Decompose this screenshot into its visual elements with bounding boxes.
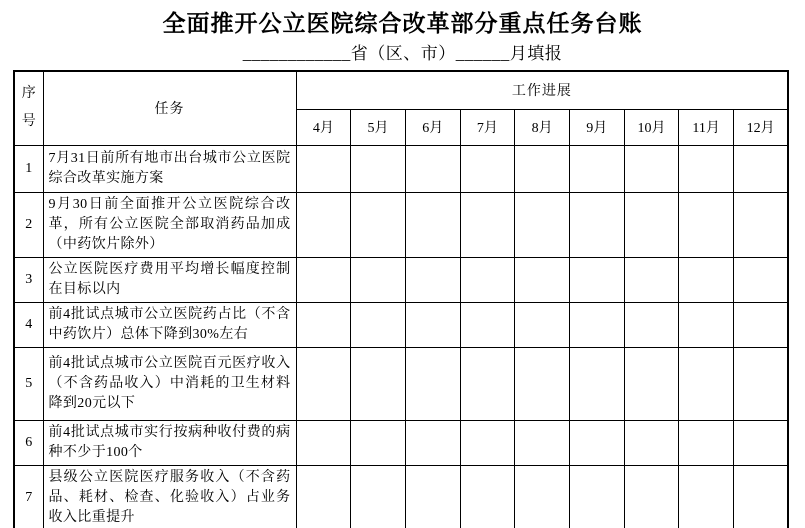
document-title: 全面推开公立医院综合改革部分重点任务台账 bbox=[162, 11, 643, 36]
progress-cell[interactable] bbox=[296, 257, 351, 302]
progress-cell[interactable] bbox=[351, 347, 406, 420]
progress-cell[interactable] bbox=[679, 465, 734, 528]
table-row bbox=[14, 145, 788, 192]
col-header-progress: 工作进展 bbox=[296, 71, 788, 109]
progress-cell[interactable] bbox=[734, 420, 789, 465]
progress-cell[interactable] bbox=[296, 302, 351, 347]
row-index: 1 bbox=[14, 145, 43, 192]
progress-cell[interactable] bbox=[734, 302, 789, 347]
progress-cell[interactable] bbox=[624, 192, 679, 257]
progress-cell[interactable] bbox=[515, 465, 570, 528]
progress-cell[interactable] bbox=[405, 145, 460, 192]
province-label: 省（区、市） bbox=[350, 44, 456, 63]
progress-cell[interactable] bbox=[460, 465, 515, 528]
progress-cell[interactable] bbox=[734, 465, 789, 528]
progress-cell[interactable] bbox=[460, 420, 515, 465]
col-header-index: 序号 bbox=[14, 71, 43, 145]
row-index: 4 bbox=[14, 302, 43, 347]
progress-cell[interactable] bbox=[351, 420, 406, 465]
progress-cell[interactable] bbox=[405, 420, 460, 465]
col-header-month-11: 11月 bbox=[679, 109, 734, 145]
progress-cell[interactable] bbox=[569, 257, 624, 302]
task-cell: 7月31日前所有地市出台城市公立医院综合改革实施方案 bbox=[43, 145, 296, 192]
table-row bbox=[14, 302, 788, 347]
task-cell: 前4批试点城市公立医院百元医疗收入（不含药品收入）中消耗的卫生材料降到20元以下 bbox=[43, 347, 296, 420]
row-index: 5 bbox=[14, 347, 43, 420]
row-index: 6 bbox=[14, 420, 43, 465]
progress-cell[interactable] bbox=[569, 302, 624, 347]
progress-cell[interactable] bbox=[351, 145, 406, 192]
row-index: 3 bbox=[14, 257, 43, 302]
task-cell: 前4批试点城市公立医院药占比（不含中药饮片）总体下降到30%左右 bbox=[43, 302, 296, 347]
task-ledger-table bbox=[13, 70, 789, 528]
progress-cell[interactable] bbox=[405, 347, 460, 420]
task-cell: 县级公立医院医疗服务收入（不含药品、耗材、检查、化验收入）占业务收入比重提升 bbox=[43, 465, 296, 528]
progress-cell[interactable] bbox=[515, 145, 570, 192]
progress-cell[interactable] bbox=[460, 257, 515, 302]
progress-cell[interactable] bbox=[351, 465, 406, 528]
progress-cell[interactable] bbox=[624, 465, 679, 528]
progress-cell[interactable] bbox=[460, 145, 515, 192]
row-index: 7 bbox=[14, 465, 43, 528]
col-header-month-7: 7月 bbox=[460, 109, 515, 145]
progress-cell[interactable] bbox=[569, 145, 624, 192]
progress-cell[interactable] bbox=[296, 465, 351, 528]
progress-cell[interactable] bbox=[296, 347, 351, 420]
document-page bbox=[0, 8, 805, 528]
progress-cell[interactable] bbox=[515, 302, 570, 347]
col-header-month-5: 5月 bbox=[351, 109, 406, 145]
progress-cell[interactable] bbox=[624, 347, 679, 420]
col-header-month-12: 12月 bbox=[734, 109, 789, 145]
progress-cell[interactable] bbox=[405, 465, 460, 528]
progress-cell[interactable] bbox=[679, 145, 734, 192]
progress-cell[interactable] bbox=[624, 257, 679, 302]
col-header-month-10: 10月 bbox=[624, 109, 679, 145]
province-blank-line[interactable]: ____________ bbox=[242, 44, 351, 63]
progress-cell[interactable] bbox=[734, 347, 789, 420]
progress-cell[interactable] bbox=[624, 420, 679, 465]
progress-cell[interactable] bbox=[515, 257, 570, 302]
progress-cell[interactable] bbox=[515, 420, 570, 465]
progress-cell[interactable] bbox=[296, 145, 351, 192]
col-header-month-8: 8月 bbox=[515, 109, 570, 145]
task-cell: 9月30日前全面推开公立医院综合改革，所有公立医院全部取消药品加成（中药饮片除外） bbox=[43, 192, 296, 257]
progress-cell[interactable] bbox=[679, 347, 734, 420]
progress-cell[interactable] bbox=[679, 257, 734, 302]
table-row bbox=[14, 465, 788, 528]
progress-cell[interactable] bbox=[460, 302, 515, 347]
progress-cell[interactable] bbox=[569, 192, 624, 257]
row-index: 2 bbox=[14, 192, 43, 257]
progress-cell[interactable] bbox=[296, 192, 351, 257]
progress-cell[interactable] bbox=[569, 465, 624, 528]
progress-cell[interactable] bbox=[351, 257, 406, 302]
col-header-month-6: 6月 bbox=[405, 109, 460, 145]
table-row bbox=[14, 420, 788, 465]
progress-cell[interactable] bbox=[405, 257, 460, 302]
table-row bbox=[14, 192, 788, 257]
task-cell: 公立医院医疗费用平均增长幅度控制在目标以内 bbox=[43, 257, 296, 302]
progress-cell[interactable] bbox=[624, 145, 679, 192]
progress-cell[interactable] bbox=[569, 420, 624, 465]
table-row bbox=[14, 257, 788, 302]
progress-cell[interactable] bbox=[405, 302, 460, 347]
col-header-month-4: 4月 bbox=[296, 109, 351, 145]
month-label: 月填报 bbox=[509, 44, 563, 63]
col-header-month-9: 9月 bbox=[569, 109, 624, 145]
table-row bbox=[14, 347, 788, 420]
header-row-top bbox=[14, 71, 788, 109]
progress-cell[interactable] bbox=[515, 347, 570, 420]
col-header-task: 任务 bbox=[43, 71, 296, 145]
progress-cell[interactable] bbox=[679, 192, 734, 257]
progress-cell[interactable] bbox=[515, 192, 570, 257]
progress-cell[interactable] bbox=[296, 420, 351, 465]
progress-cell[interactable] bbox=[569, 347, 624, 420]
progress-cell[interactable] bbox=[460, 192, 515, 257]
progress-cell[interactable] bbox=[679, 420, 734, 465]
progress-cell[interactable] bbox=[679, 302, 734, 347]
progress-cell[interactable] bbox=[351, 302, 406, 347]
month-blank-line[interactable]: ______ bbox=[455, 44, 510, 63]
progress-cell[interactable] bbox=[460, 347, 515, 420]
document-subtitle bbox=[0, 43, 805, 65]
task-cell: 前4批试点城市实行按病种收付费的病种不少于100个 bbox=[43, 420, 296, 465]
progress-cell[interactable] bbox=[405, 192, 460, 257]
progress-cell[interactable] bbox=[624, 302, 679, 347]
progress-cell[interactable] bbox=[734, 145, 789, 192]
progress-cell[interactable] bbox=[351, 192, 406, 257]
progress-cell[interactable] bbox=[734, 257, 789, 302]
progress-cell[interactable] bbox=[734, 192, 789, 257]
